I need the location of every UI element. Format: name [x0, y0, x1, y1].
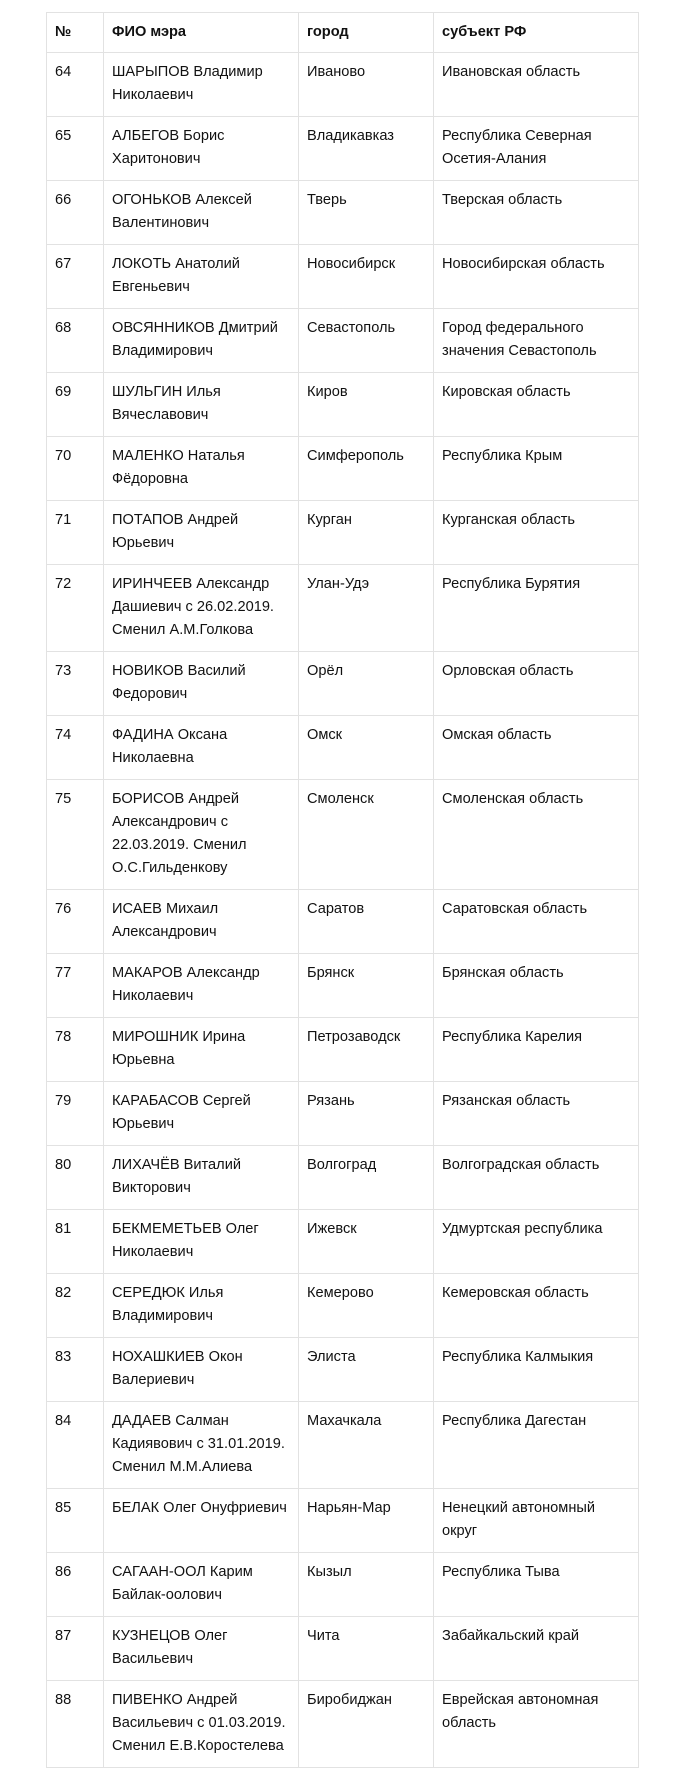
table-row	[47, 954, 639, 1018]
cell-number: 78	[47, 1018, 104, 1082]
header-city: город	[299, 13, 434, 53]
cell-city: Новосибирск	[299, 245, 434, 309]
mayors-table	[46, 12, 639, 1768]
cell-city: Тверь	[299, 181, 434, 245]
cell-city: Орёл	[299, 652, 434, 716]
cell-mayor-name: ОВСЯННИКОВ Дмитрий Владимирович	[104, 309, 299, 373]
cell-region: Орловская область	[434, 652, 639, 716]
cell-number: 75	[47, 780, 104, 890]
cell-city: Симферополь	[299, 437, 434, 501]
header-region: субъект РФ	[434, 13, 639, 53]
table-row	[47, 565, 639, 652]
cell-mayor-name: НОВИКОВ Василий Федорович	[104, 652, 299, 716]
cell-region: Тверская область	[434, 181, 639, 245]
cell-city: Улан-Удэ	[299, 565, 434, 652]
cell-region: Саратовская область	[434, 890, 639, 954]
table-row	[47, 501, 639, 565]
cell-number: 66	[47, 181, 104, 245]
cell-number: 85	[47, 1489, 104, 1553]
cell-mayor-name: ИСАЕВ Михаил Александрович	[104, 890, 299, 954]
cell-city: Смоленск	[299, 780, 434, 890]
cell-mayor-name: ПИВЕНКО Андрей Васильевич с 01.03.2019. Сменил Е.В.Коростелева	[104, 1681, 299, 1768]
cell-mayor-name: ШАРЫПОВ Владимир Николаевич	[104, 53, 299, 117]
table-row	[47, 1274, 639, 1338]
cell-city: Кемерово	[299, 1274, 434, 1338]
cell-city: Петрозаводск	[299, 1018, 434, 1082]
cell-city: Рязань	[299, 1082, 434, 1146]
cell-region: Забайкальский край	[434, 1617, 639, 1681]
cell-number: 83	[47, 1338, 104, 1402]
cell-mayor-name: БОРИСОВ Андрей Александрович с 22.03.2019. Сменил О.С.Гильденкову	[104, 780, 299, 890]
header-mayor-name: ФИО мэра	[104, 13, 299, 53]
cell-mayor-name: ПОТАПОВ Андрей Юрьевич	[104, 501, 299, 565]
cell-region: Республика Северная Осетия-Алания	[434, 117, 639, 181]
cell-region: Брянская область	[434, 954, 639, 1018]
table-row	[47, 437, 639, 501]
table-row	[47, 245, 639, 309]
table-row	[47, 1210, 639, 1274]
cell-number: 76	[47, 890, 104, 954]
cell-region: Кировская область	[434, 373, 639, 437]
cell-region: Удмуртская республика	[434, 1210, 639, 1274]
cell-city: Севастополь	[299, 309, 434, 373]
table-row	[47, 1681, 639, 1768]
cell-city: Брянск	[299, 954, 434, 1018]
cell-number: 70	[47, 437, 104, 501]
cell-number: 80	[47, 1146, 104, 1210]
cell-number: 79	[47, 1082, 104, 1146]
cell-city: Кызыл	[299, 1553, 434, 1617]
cell-region: Республика Дагестан	[434, 1402, 639, 1489]
table-row	[47, 1082, 639, 1146]
cell-city: Нарьян-Мар	[299, 1489, 434, 1553]
cell-region: Волгоградская область	[434, 1146, 639, 1210]
cell-mayor-name: КУЗНЕЦОВ Олег Васильевич	[104, 1617, 299, 1681]
mayors-table-container	[46, 12, 638, 1768]
cell-number: 64	[47, 53, 104, 117]
cell-region: Республика Бурятия	[434, 565, 639, 652]
table-row	[47, 1489, 639, 1553]
table-row	[47, 652, 639, 716]
cell-region: Курганская область	[434, 501, 639, 565]
table-row	[47, 309, 639, 373]
cell-mayor-name: БЕЛАК Олег Онуфриевич	[104, 1489, 299, 1553]
cell-city: Махачкала	[299, 1402, 434, 1489]
table-row	[47, 780, 639, 890]
cell-mayor-name: ОГОНЬКОВ Алексей Валентинович	[104, 181, 299, 245]
cell-mayor-name: КАРАБАСОВ Сергей Юрьевич	[104, 1082, 299, 1146]
cell-number: 74	[47, 716, 104, 780]
cell-mayor-name: САГААН-ООЛ Карим Байлак-оолович	[104, 1553, 299, 1617]
cell-number: 69	[47, 373, 104, 437]
cell-number: 81	[47, 1210, 104, 1274]
cell-number: 88	[47, 1681, 104, 1768]
cell-mayor-name: МИРОШНИК Ирина Юрьевна	[104, 1018, 299, 1082]
table-row	[47, 53, 639, 117]
cell-number: 68	[47, 309, 104, 373]
cell-mayor-name: НОХАШКИЕВ Окон Валериевич	[104, 1338, 299, 1402]
table-row	[47, 117, 639, 181]
cell-city: Волгоград	[299, 1146, 434, 1210]
cell-number: 84	[47, 1402, 104, 1489]
cell-mayor-name: АЛБЕГОВ Борис Харитонович	[104, 117, 299, 181]
cell-number: 73	[47, 652, 104, 716]
cell-mayor-name: ЛИХАЧЁВ Виталий Викторович	[104, 1146, 299, 1210]
cell-city: Чита	[299, 1617, 434, 1681]
cell-mayor-name: СЕРЕДЮК Илья Владимирович	[104, 1274, 299, 1338]
cell-city: Омск	[299, 716, 434, 780]
cell-mayor-name: МАКАРОВ Александр Николаевич	[104, 954, 299, 1018]
cell-region: Ивановская область	[434, 53, 639, 117]
table-row	[47, 716, 639, 780]
table-row	[47, 181, 639, 245]
table-row	[47, 1338, 639, 1402]
cell-region: Рязанская область	[434, 1082, 639, 1146]
cell-mayor-name: ЛОКОТЬ Анатолий Евгеньевич	[104, 245, 299, 309]
cell-region: Республика Тыва	[434, 1553, 639, 1617]
table-row	[47, 890, 639, 954]
cell-number: 71	[47, 501, 104, 565]
cell-number: 72	[47, 565, 104, 652]
cell-region: Омская область	[434, 716, 639, 780]
cell-city: Саратов	[299, 890, 434, 954]
cell-number: 67	[47, 245, 104, 309]
cell-mayor-name: МАЛЕНКО Наталья Фёдоровна	[104, 437, 299, 501]
table-row	[47, 1617, 639, 1681]
table-header-row	[47, 13, 639, 53]
cell-number: 87	[47, 1617, 104, 1681]
cell-region: Город федерального значения Севастополь	[434, 309, 639, 373]
cell-region: Новосибирская область	[434, 245, 639, 309]
cell-region: Кемеровская область	[434, 1274, 639, 1338]
header-number: №	[47, 13, 104, 53]
cell-region: Республика Карелия	[434, 1018, 639, 1082]
cell-city: Ижевск	[299, 1210, 434, 1274]
cell-mayor-name: ИРИНЧЕЕВ Александр Дашиевич с 26.02.2019. Сменил А.М.Голкова	[104, 565, 299, 652]
cell-mayor-name: БЕКМЕМЕТЬЕВ Олег Николаевич	[104, 1210, 299, 1274]
cell-city: Киров	[299, 373, 434, 437]
cell-mayor-name: ДАДАЕВ Салман Кадиявович с 31.01.2019. Сменил М.М.Алиева	[104, 1402, 299, 1489]
table-row	[47, 1553, 639, 1617]
cell-region: Ненецкий автономный округ	[434, 1489, 639, 1553]
cell-region: Смоленская область	[434, 780, 639, 890]
cell-number: 65	[47, 117, 104, 181]
table-row	[47, 1402, 639, 1489]
cell-city: Биробиджан	[299, 1681, 434, 1768]
cell-mayor-name: ШУЛЬГИН Илья Вячеславович	[104, 373, 299, 437]
cell-region: Еврейская автономная область	[434, 1681, 639, 1768]
table-row	[47, 373, 639, 437]
cell-mayor-name: ФАДИНА Оксана Николаевна	[104, 716, 299, 780]
cell-city: Иваново	[299, 53, 434, 117]
table-row	[47, 1018, 639, 1082]
cell-city: Владикавказ	[299, 117, 434, 181]
table-row	[47, 1146, 639, 1210]
cell-city: Элиста	[299, 1338, 434, 1402]
cell-number: 77	[47, 954, 104, 1018]
cell-city: Курган	[299, 501, 434, 565]
cell-region: Республика Крым	[434, 437, 639, 501]
cell-region: Республика Калмыкия	[434, 1338, 639, 1402]
cell-number: 86	[47, 1553, 104, 1617]
cell-number: 82	[47, 1274, 104, 1338]
